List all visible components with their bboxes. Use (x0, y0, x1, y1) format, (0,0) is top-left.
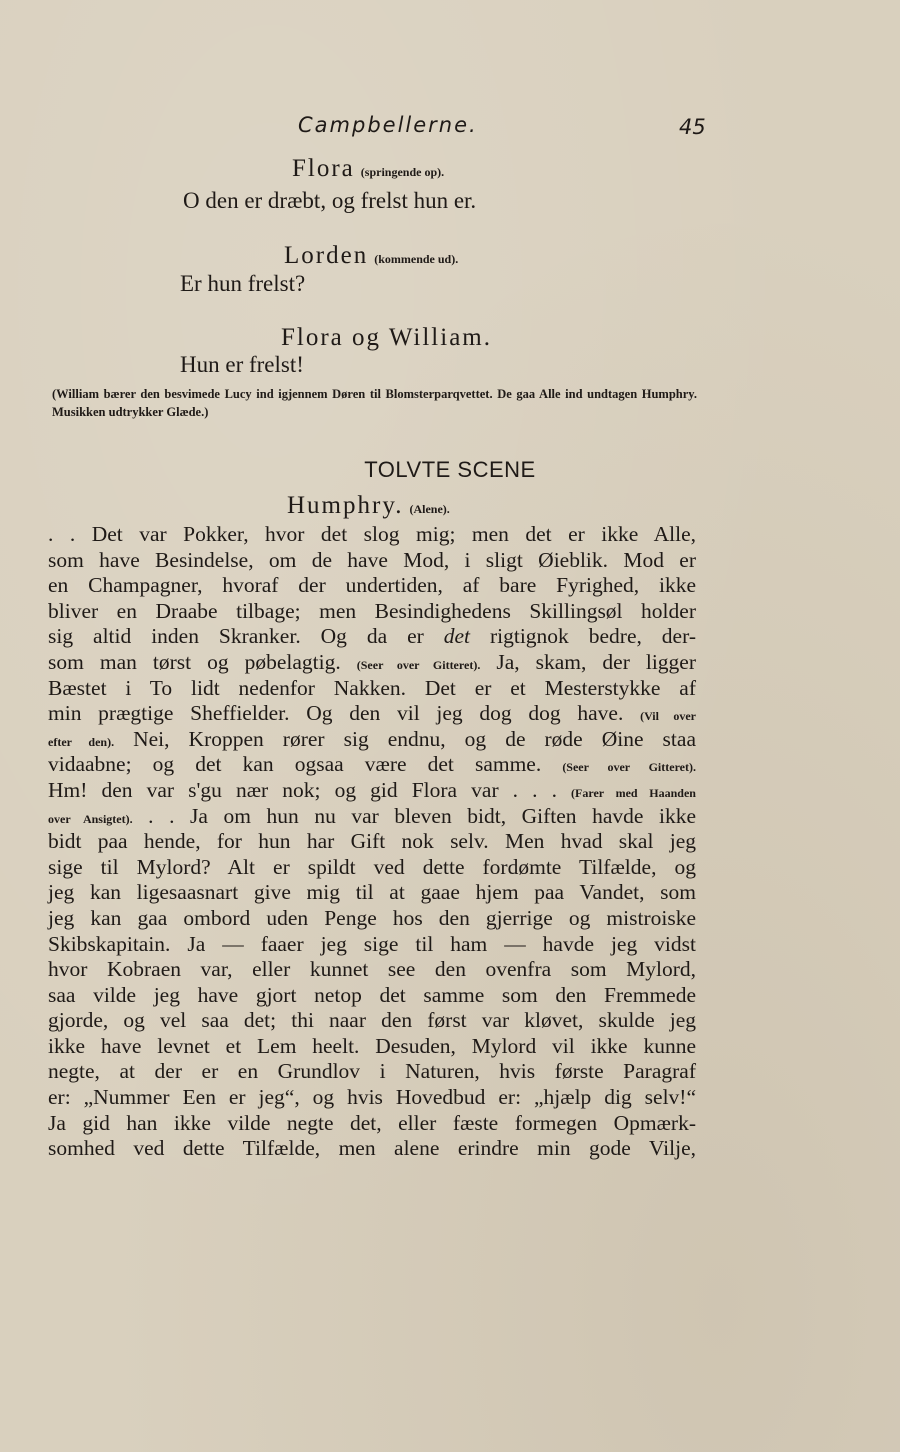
stage-direction-inline: (Seer over Gitteret). (562, 760, 697, 775)
dialogue-line: O den er dræbt, og frelst hun er. (183, 188, 477, 213)
monologue-segment: rigtignok bedre, der- (470, 624, 696, 649)
monologue-line (48, 1111, 696, 1137)
speaker-name: Flora og William. (281, 324, 492, 351)
monologue-segment: saa vilde jeg have gjort netop det samme som den Fremmede (48, 982, 696, 1007)
monologue-line (48, 650, 696, 676)
monologue-line (48, 599, 696, 625)
stage-direction: (William bærer den besvimede Lucy ind igjennem Døren til Blomsterparqvettet. De gaa Alle ind undtagen Humphry. Musikken udtrykker Glæde.) (52, 387, 697, 419)
monologue-line (48, 906, 696, 932)
speaker-lorden (284, 242, 458, 270)
monologue-line (48, 573, 696, 599)
monologue-line (48, 1008, 696, 1034)
page-number: 45 (679, 115, 706, 139)
monologue-line (48, 676, 696, 702)
speaker-name: Lorden (284, 242, 369, 269)
stage-direction-inline: over Ansigtet). (48, 811, 133, 826)
monologue-segment: Ja, skam, der ligger (480, 649, 697, 674)
monologue-line (48, 727, 696, 753)
monologue-segment: Bæstet i To lidt nedenfor Nakken. Det er et Mesterstykke af (48, 675, 696, 700)
monologue-segment: jeg kan gaa ombord uden Penge hos den gjerrige og mistroiske (48, 905, 696, 930)
monologue-segment: vidaabne; og det kan ogsaa være det samme. (48, 752, 563, 777)
dialogue-line: Er hun frelst? (180, 271, 306, 296)
monologue-line (48, 1136, 696, 1162)
monologue-line (48, 752, 696, 778)
monologue-line (48, 1034, 696, 1060)
monologue-segment: sige til Mylord? Alt er spildt ved dette fordømte Tilfælde, og (48, 854, 696, 879)
monologue-segment: negte, at der er en Grundlov i Naturen, hvis første Paragraf (48, 1059, 696, 1084)
monologue-segment: Nei, Kroppen rører sig endnu, og de røde Øine staa (114, 726, 696, 751)
speaker-flora-og-william (281, 324, 492, 352)
speaker-humphry (287, 492, 450, 520)
monologue-line (48, 624, 696, 650)
monologue-line (48, 1059, 696, 1085)
monologue-segment: min prægtige Sheffielder. Og den vil jeg dog dog have. (48, 701, 641, 726)
monologue-segment: ikke have levnet et Lem heelt. Desuden, Mylord vil ikke kunne (48, 1033, 696, 1058)
monologue-segment: . . Det var Pokker, hvor det slog mig; men det er ikke Alle, (48, 522, 696, 546)
monologue-line (48, 932, 696, 958)
monologue-line (48, 778, 696, 804)
monologue-line (48, 701, 696, 727)
monologue-segment: gjorde, og vel saa det; thi naar den først var kløvet, skulde jeg (48, 1008, 696, 1033)
running-head-title: Campbellerne. (298, 113, 478, 137)
monologue-segment: Hm! den var s'gu nær nok; og gid Flora var . . . (48, 777, 572, 802)
scene-title: TOLVTE SCENE (364, 457, 536, 482)
monologue-segment: sig altid inden Skranker. Og da er (48, 624, 444, 649)
monologue-line (48, 522, 696, 548)
stage-direction-inline: (Seer over Gitteret). (356, 657, 481, 672)
monologue-line (48, 804, 696, 830)
stage-direction-inline: (springende op). (360, 165, 445, 179)
monologue-segment: . . Ja om hun nu var bleven bidt, Giften havde ikke (132, 803, 697, 828)
monologue-segment: somhed ved dette Tilfælde, men alene erindre min gode Vilje, (48, 1136, 696, 1161)
speaker-flora (292, 155, 444, 183)
monologue-segment: Ja gid han ikke vilde negte det, eller fæste formegen Opmærk- (48, 1110, 696, 1135)
monologue-segment: Skibskapitain. Ja — faaer jeg sige til ham — havde jeg vidst (48, 931, 696, 956)
monologue-line (48, 548, 696, 574)
running-head (0, 113, 900, 149)
speaker-name: Humphry. (287, 492, 404, 519)
monologue-line (48, 957, 696, 983)
emphasis: det (443, 624, 471, 649)
monologue-line (48, 1085, 696, 1111)
monologue-segment: hvor Kobraen var, eller kunnet see den ovenfra som Mylord, (48, 957, 696, 982)
monologue-line (48, 880, 696, 906)
monologue-segment: bidt paa hende, for hun har Gift nok selv. Men hvad skal jeg (48, 829, 696, 854)
stage-direction-inline: (Alene). (409, 502, 450, 516)
monologue-segment: jeg kan ligesaasnart give mig til at gaae hjem paa Vandet, som (48, 880, 696, 905)
monologue-line (48, 829, 696, 855)
dialogue-line: Hun er frelst! (180, 352, 304, 377)
monologue-segment: som have Besindelse, om de have Mod, i sligt Øieblik. Mod er (48, 547, 696, 572)
monologue-line (48, 983, 696, 1009)
monologue-segment: er: „Nummer Een er jeg“, og hvis Hovedbud er: „hjælp dig selv!“ (48, 1085, 696, 1110)
stage-direction-inline: (Farer med Haanden (571, 785, 696, 800)
monologue-segment: en Champagner, hvoraf der undertiden, af bare Fyrighed, ikke (48, 573, 696, 598)
monologue-segment: bliver en Draabe tilbage; men Besindighedens Skillingsøl holder (48, 598, 696, 623)
speaker-name: Flora (292, 155, 355, 182)
monologue-text (48, 522, 696, 1162)
stage-direction-inline: efter den). (48, 734, 115, 749)
stage-direction-inline: (Vil over (640, 709, 696, 724)
monologue-line (48, 855, 696, 881)
monologue-segment: som man tørst og pøbelagtig. (48, 649, 357, 674)
stage-direction-inline: (kommende ud). (374, 252, 459, 266)
